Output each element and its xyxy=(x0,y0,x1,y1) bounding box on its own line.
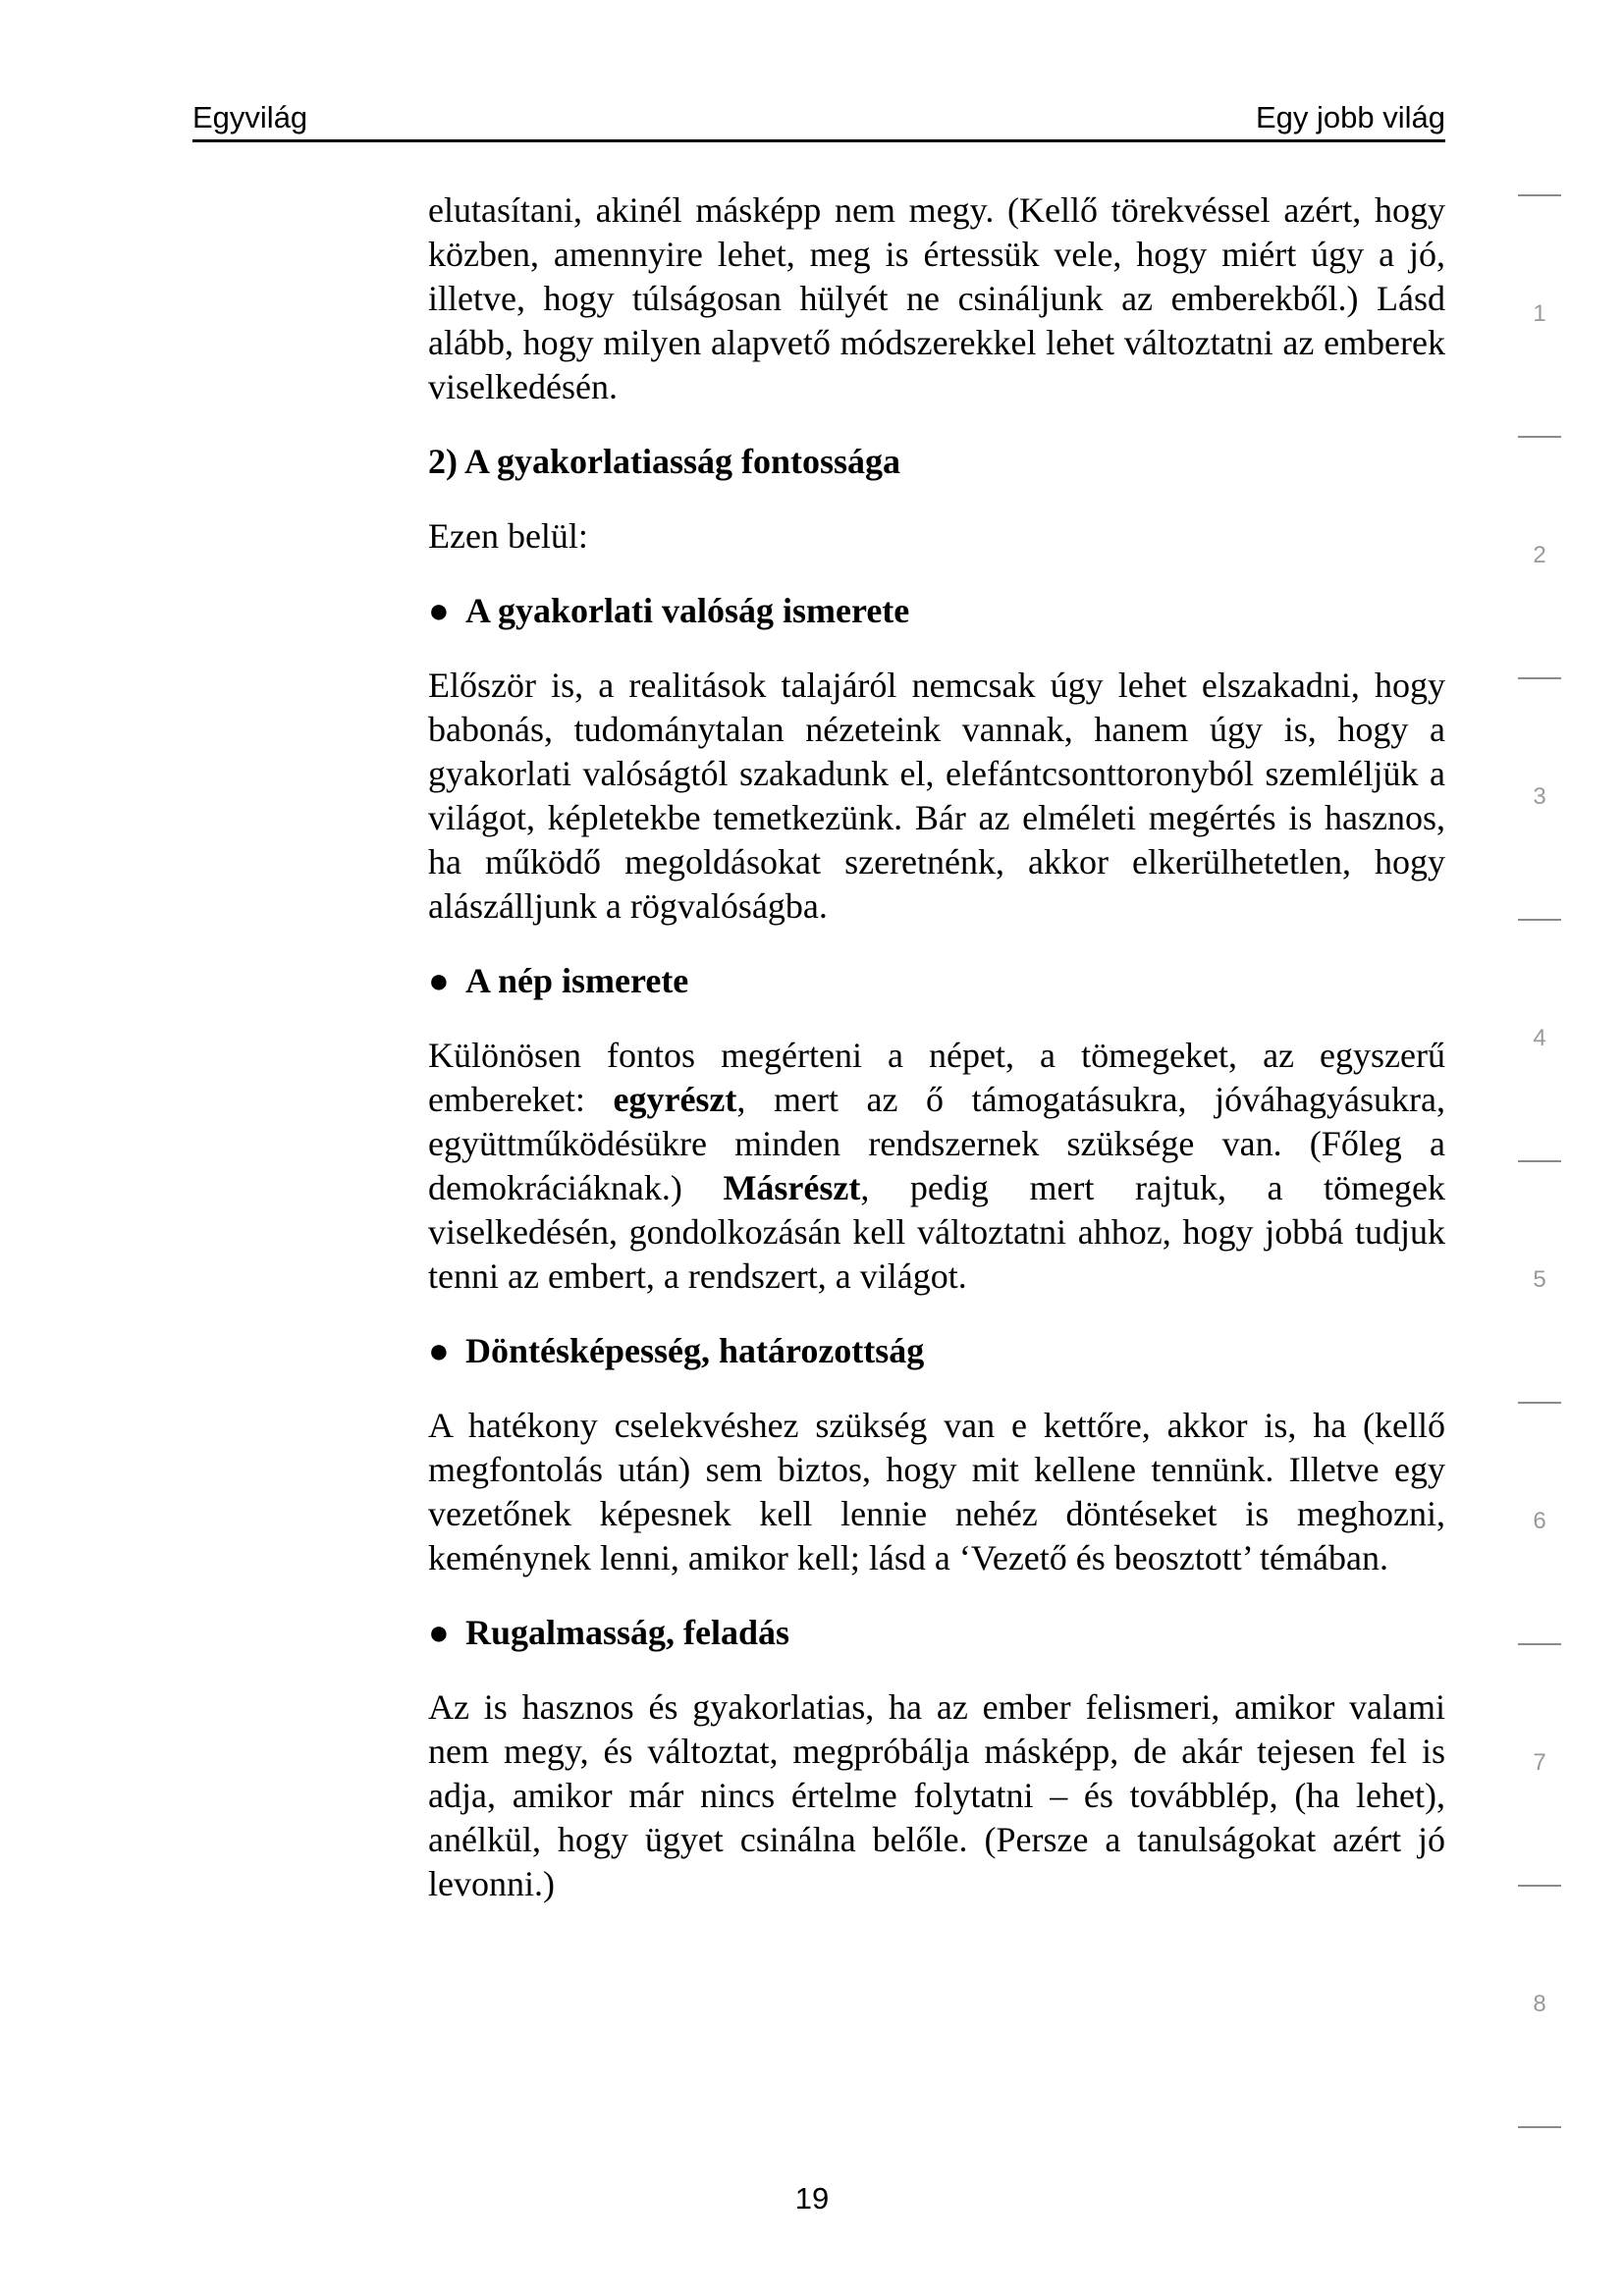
page-number: 19 xyxy=(794,2181,830,2216)
subheading-practical-reality xyxy=(428,589,1445,633)
bullet-icon: ● xyxy=(428,591,450,630)
subheading-text: Döntésképesség, határozottság xyxy=(465,1331,925,1370)
header-right-title: Egy jobb világ xyxy=(1255,100,1445,134)
bullet-icon: ● xyxy=(428,961,450,1000)
margin-rule xyxy=(1518,2126,1561,2128)
subheading-text: Rugalmasság, feladás xyxy=(465,1613,790,1652)
margin-rule xyxy=(1518,1402,1561,1404)
text-run: , mert az ő támogatásukra, jóváhagyásukra, együttműködésükre minden rendszernek szüksége van. (Főleg a demokráciáknak.) xyxy=(428,1080,1445,1207)
margin-rule xyxy=(1518,677,1561,679)
paragraph-knowing-people xyxy=(428,1034,1445,1299)
paragraph-decisiveness: A hatékony cselekvéshez szükség van e kettőre, akkor is, ha (kellő megfontolás után) sem biztos, hogy mit kellene tennünk. Illetve egy vezetőnek képesnek kell lennie nehéz döntéseket is meghozni, keménynek lenni, amikor kell; lásd a ‘Vezető és beosztott’ témában. xyxy=(428,1406,1445,1577)
header-left-title: Egyvilág xyxy=(192,100,308,134)
subheading-decisiveness xyxy=(428,1329,1445,1373)
margin-number: 1 xyxy=(1533,300,1546,327)
bold-term: Másrészt xyxy=(723,1168,861,1207)
margin-number: 8 xyxy=(1533,1991,1546,2017)
margin-marks xyxy=(1518,0,1561,2296)
section-intro: Ezen belül: xyxy=(428,516,588,556)
text-run: , pedig mert rajtuk, a tömegek viselkedésén, gondolkozásán kell változtatni ahhoz, hogy jobbá tudjuk tenni az embert, a rendszert, a világot. xyxy=(428,1168,1445,1296)
paragraph-intro: elutasítani, akinél másképp nem megy. (Kellő törekvéssel azért, hogy közben, amennyire lehet, meg is értessük vele, hogy miért úgy a jó, illetve, hogy túlságosan hülyét ne csináljunk az emberekből.) Lásd alább, hogy milyen alapvető módszerekkel lehet változtatni az emberek viselkedésén. xyxy=(428,190,1445,406)
margin-number: 6 xyxy=(1533,1508,1546,1534)
section-heading: 2) A gyakorlatiasság fontossága xyxy=(428,442,901,481)
margin-rule xyxy=(1518,1643,1561,1645)
margin-rule xyxy=(1518,1160,1561,1162)
bold-term: egyrészt xyxy=(613,1080,737,1119)
margin-number: 2 xyxy=(1533,542,1546,568)
paragraph-practical-reality: Először is, a realitások talajáról nemcsak úgy lehet elszakadni, hogy babonás, tudománytalan nézeteink vannak, hanem úgy is, hogy a gyakorlati valóságtól szakadunk el, elefántcsonttoronyból szemléljük a világot, képletekbe temetkezünk. Bár az elméleti megértés is hasznos, ha működő megoldásokat szeretnénk, akkor elkerülhetetlen, hogy alászálljunk a rögvalóságba. xyxy=(428,666,1445,926)
bullet-icon: ● xyxy=(428,1331,450,1370)
subheading-flexibility xyxy=(428,1611,1445,1655)
subheading-text: A gyakorlati valóság ismerete xyxy=(465,591,910,630)
bullet-icon: ● xyxy=(428,1613,450,1652)
margin-rule xyxy=(1518,919,1561,921)
margin-number: 7 xyxy=(1533,1749,1546,1776)
margin-number: 3 xyxy=(1533,783,1546,810)
subheading-knowing-people xyxy=(428,959,1445,1003)
margin-number: 5 xyxy=(1533,1266,1546,1293)
margin-rule xyxy=(1518,194,1561,196)
page-header xyxy=(192,94,1445,142)
text-run: Különösen fontos megérteni a népet, a tömegeket, az egyszerű embereket: xyxy=(428,1036,1445,1119)
margin-rule xyxy=(1518,436,1561,438)
page-content xyxy=(428,188,1445,1906)
paragraph-flexibility: Az is hasznos és gyakorlatias, ha az ember felismeri, amikor valami nem megy, és változtat, megpróbálja másképp, de akár tejesen fel is adja, amikor már nincs értelme folytatni – és továbblép, (ha lehet), anélkül, hogy ügyet csinálna belőle. (Persze a tanulságokat azért jó levonni.) xyxy=(428,1687,1445,1903)
margin-rule xyxy=(1518,1885,1561,1887)
subheading-text: A nép ismerete xyxy=(465,961,689,1000)
margin-number: 4 xyxy=(1533,1025,1546,1051)
